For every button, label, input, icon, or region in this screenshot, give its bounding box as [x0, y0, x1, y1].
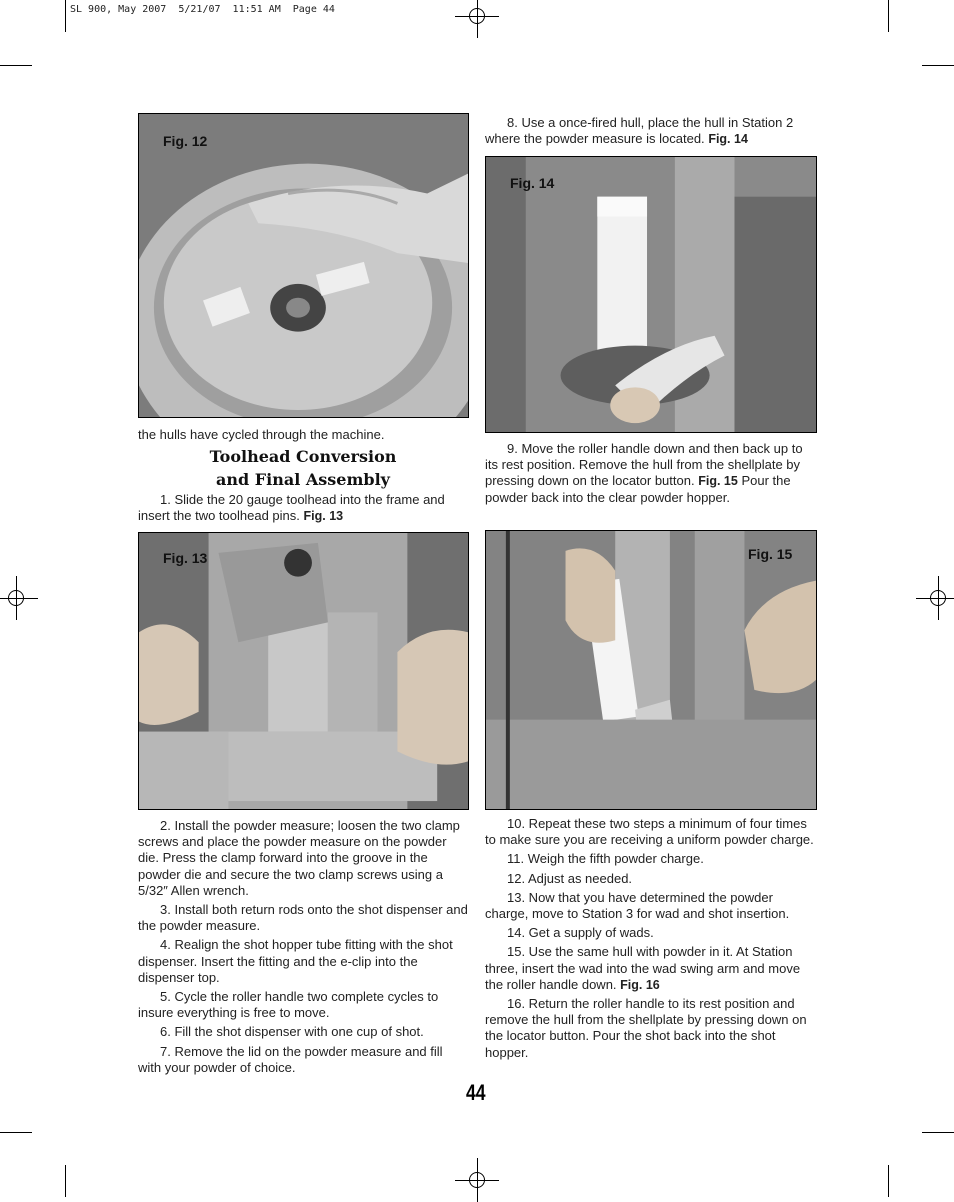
registration-mark-bottom [467, 1170, 487, 1190]
left-carryover-text [138, 427, 468, 446]
crop-mark-bl-h [0, 1132, 32, 1133]
step-8-figure-ref: Fig. 14 [708, 132, 748, 147]
step-9-figure-ref: Fig. 15 [698, 474, 738, 489]
crop-mark-br-h [922, 1132, 954, 1133]
roller-handle-illustration [486, 531, 816, 809]
powder-station-illustration [486, 157, 816, 432]
crop-mark-bl-v [65, 1165, 66, 1197]
figure-15-photo [485, 530, 817, 810]
step-6: 6. Fill the shot dispenser with one cup of shot. [160, 1024, 424, 1040]
crop-mark-tl-h [0, 65, 32, 66]
crop-mark-tr-v [888, 0, 889, 32]
figure-14-label: Fig. 14 [510, 175, 555, 191]
right-step9 [485, 441, 817, 509]
step-3: 3. Install both return rods onto the shot dispenser and the powder measure. [138, 902, 468, 934]
crop-mark-tl-v [65, 0, 66, 32]
step-1-figure-ref: Fig. 13 [303, 509, 344, 524]
step-5: 5. Cycle the roller handle two complete cycles to insure everything is free to move. [138, 989, 439, 1021]
toolhead-illustration [139, 533, 468, 809]
figure-15-label: Fig. 15 [748, 546, 793, 562]
step-9-tail: Pour the powder back into the clear powder hopper. [485, 473, 791, 505]
right-step8 [485, 115, 817, 150]
step-15-text: 15. Use the same hull with powder in it. At Station three, insert the wad into the wad swing arm and move the roller handle down. [485, 944, 801, 992]
figure-13-label: Fig. 13 [163, 550, 208, 566]
registration-mark-left [6, 588, 26, 608]
step-8-text: 8. Use a once-fired hull, place the hull in Station 2 where the powder measure is located. [485, 115, 794, 147]
figure-12-photo [138, 113, 469, 418]
step-15-figure-ref: Fig. 16 [620, 977, 660, 992]
figure-14-photo [485, 156, 817, 433]
left-step1 [138, 492, 468, 527]
step-7: 7. Remove the lid on the powder measure and fill with your powder of choice. [138, 1043, 443, 1075]
shot-hopper-illustration [139, 114, 468, 417]
step-11: 11. Weigh the fifth powder charge. [507, 851, 704, 867]
carryover-line: the hulls have cycled through the machine. [138, 427, 385, 442]
step-10: 10. Repeat these two steps a minimum of four times to make sure you are receiving a uniform powder charge. [485, 816, 814, 848]
heading-line-2: and Final Assembly [216, 470, 390, 489]
step-13: 13. Now that you have determined the powder charge, move to Station 3 for wad and shot insertion. [485, 889, 790, 922]
crop-mark-tr-h [922, 65, 954, 66]
step-9-text: 9. Move the roller handle down and then back up to its rest position. Remove the hull from the shellplate by pressing down on the locator button. [485, 441, 803, 489]
printer-slug: SL 900, May 2007 5/21/07 11:51 AM Page 44 [70, 4, 335, 15]
registration-mark-right [928, 588, 948, 608]
heading-line-1: Toolhead Conversion [209, 447, 397, 466]
section-heading [138, 445, 468, 491]
figure-13-photo [138, 532, 469, 810]
step-2: 2. Install the powder measure; loosen the two clamp screws and place the powder measure on the powder die. Press the clamp forward into the groove in the powder die and secure the two clamp screws using a 5/32″ Allen wrench. [138, 818, 460, 898]
right-steps-lower [485, 816, 817, 1064]
step-1-text: 1. Slide the 20 gauge toolhead into the frame and insert the two toolhead pins. [138, 492, 445, 524]
figure-12-label: Fig. 12 [163, 133, 208, 149]
step-4: 4. Realign the shot hopper tube fitting with the shot dispenser. Insert the fitting and the e-clip into the dispenser top. [138, 937, 453, 985]
step-16: 16. Return the roller handle to its rest position and remove the hull from the shellplate by pressing down on the locator button. Pour the shot back into the shot hopper. [485, 996, 807, 1060]
page-number: 44 [466, 1080, 486, 1105]
crop-mark-br-v [888, 1165, 889, 1197]
registration-mark-top [467, 6, 487, 26]
step-12: 12. Adjust as needed. [507, 870, 633, 886]
step-14: 14. Get a supply of wads. [507, 925, 654, 941]
left-steps-lower [138, 818, 468, 1079]
